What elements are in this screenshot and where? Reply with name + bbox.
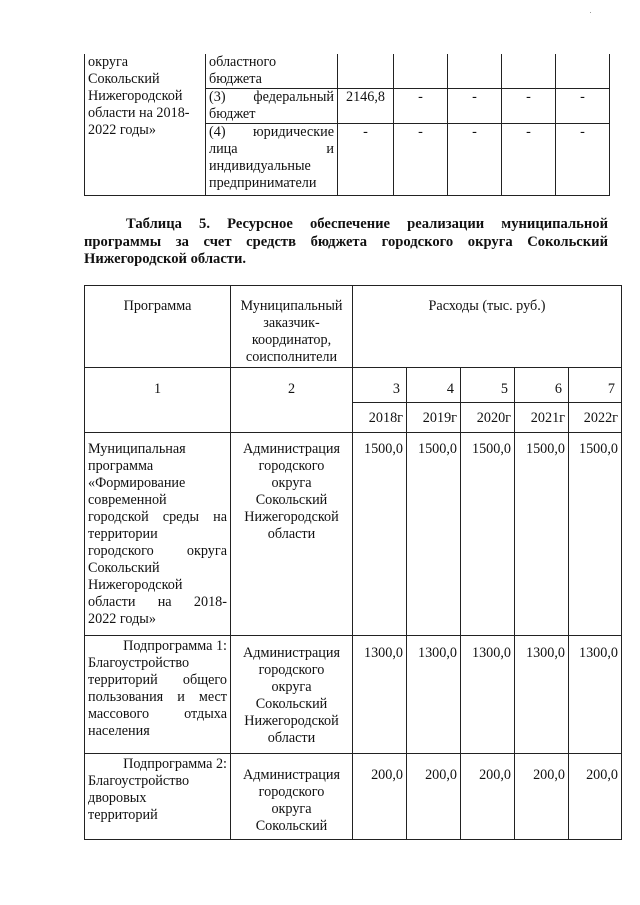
- value-cell: -: [338, 124, 394, 196]
- text-line: населения: [88, 723, 150, 739]
- header-program: Программа: [85, 286, 231, 368]
- text-line: городской среды на: [88, 509, 227, 525]
- text-line: Нижегородской: [88, 88, 183, 104]
- text-line: областного: [209, 54, 277, 70]
- text-line: современной: [88, 492, 167, 508]
- year-2022: 2022г: [569, 403, 622, 433]
- table-5: [84, 285, 622, 840]
- value-cell: 200,0: [569, 754, 622, 840]
- text-line: 2022 годы»: [88, 122, 156, 138]
- year-2021: 2021г: [515, 403, 569, 433]
- value-cell: 200,0: [407, 754, 461, 840]
- value-cell: 200,0: [461, 754, 515, 840]
- header-expenses: Расходы (тыс. руб.): [353, 286, 622, 368]
- text-line: Нижегородской: [88, 577, 183, 593]
- text-line: бюджет: [209, 106, 256, 122]
- value-cell: 1500,0: [407, 433, 461, 636]
- value-cell: -: [556, 89, 610, 124]
- value-cell: 1300,0: [515, 636, 569, 754]
- text-line: городского округа: [88, 543, 227, 559]
- table-row: [85, 754, 622, 840]
- table-4-continuation: [84, 54, 610, 196]
- text-line: Подпрограмма 1:: [123, 638, 227, 654]
- year-2020: 2020г: [461, 403, 515, 433]
- text-line: бюджета: [209, 71, 262, 87]
- value-cell: 1500,0: [515, 433, 569, 636]
- col-number-7: 7: [569, 368, 622, 403]
- column-number-row: [85, 368, 622, 403]
- text-line: (3) федеральный: [209, 89, 334, 105]
- text-line: Благоустройство: [88, 655, 190, 671]
- text-line: программа: [88, 458, 154, 474]
- text-line: (4) юридические: [209, 124, 334, 140]
- text-line: Подпрограмма 2:: [123, 756, 227, 772]
- value-cell: 200,0: [353, 754, 407, 840]
- customer-cell: [231, 636, 353, 754]
- program-cell: [85, 433, 231, 636]
- table-5-title: [84, 216, 608, 269]
- text-line: округа: [271, 679, 312, 695]
- year-2018: 2018г: [353, 403, 407, 433]
- value-cell: -: [448, 89, 502, 124]
- value-cell: 1300,0: [353, 636, 407, 754]
- table-row: [85, 54, 610, 89]
- value-cell: -: [394, 89, 448, 124]
- table-row: [85, 636, 622, 754]
- table-header-row: [85, 286, 622, 368]
- program-cell: [85, 636, 231, 754]
- text-line: пользования и мест: [88, 689, 227, 705]
- text-line: Сокольский: [255, 696, 328, 712]
- col-number-5: 5: [461, 368, 515, 403]
- text-line: территорий: [88, 807, 158, 823]
- text-line: заказчик-: [263, 315, 320, 331]
- text-line: округа: [271, 475, 312, 491]
- customer-cell: [231, 754, 353, 840]
- text-line: лица и: [209, 141, 334, 157]
- header-customer: [231, 286, 353, 368]
- text-line: Муниципальная: [88, 441, 186, 457]
- text-line: Администрация: [243, 645, 340, 661]
- program-cell: [85, 54, 206, 196]
- year-2019: 2019г: [407, 403, 461, 433]
- text-line: Муниципальный: [240, 298, 343, 314]
- col-number-1: 1: [85, 368, 231, 433]
- col-number-3: 3: [353, 368, 407, 403]
- customer-cell: [231, 433, 353, 636]
- value-cell: -: [556, 124, 610, 196]
- table-5-title-text: Таблица 5. Ресурсное обеспечение реализации муниципальной программы за счет средств бюджета городского округа Сокольский Нижегородской области.: [84, 216, 608, 267]
- value-cell: [556, 54, 610, 89]
- col-number-4: 4: [407, 368, 461, 403]
- text-line: городского: [258, 662, 325, 678]
- value-cell: 1300,0: [569, 636, 622, 754]
- text-line: «Формирование: [88, 475, 186, 491]
- text-line: Сокольский: [88, 71, 160, 87]
- value-cell: 2146,8: [338, 89, 394, 124]
- text-line: округа: [88, 54, 129, 70]
- text-line: индивидуальные: [209, 158, 311, 174]
- table-row: [85, 433, 622, 636]
- text-line: территории: [88, 526, 158, 542]
- value-cell: [394, 54, 448, 89]
- text-line: координатор,: [251, 332, 332, 348]
- funding-source-cell: [206, 54, 338, 89]
- value-cell: 1500,0: [569, 433, 622, 636]
- value-cell: 200,0: [515, 754, 569, 840]
- value-cell: -: [502, 124, 556, 196]
- funding-source-cell: [206, 89, 338, 124]
- text-line: области: [267, 526, 316, 542]
- col-number-2: 2: [231, 368, 353, 433]
- value-cell: 1500,0: [353, 433, 407, 636]
- text-line: Сокольский: [255, 492, 328, 508]
- scan-speck: [590, 12, 591, 13]
- text-line: области на 2018-: [88, 105, 190, 121]
- value-cell: 1500,0: [461, 433, 515, 636]
- value-cell: -: [502, 89, 556, 124]
- col-number-6: 6: [515, 368, 569, 403]
- value-cell: [448, 54, 502, 89]
- text-line: области на 2018-: [88, 594, 227, 610]
- text-line: Нижегородской: [244, 509, 339, 525]
- text-line: Администрация: [243, 767, 340, 783]
- text-line: городского: [258, 784, 325, 800]
- program-cell: [85, 754, 231, 840]
- text-line: Сокольский: [88, 560, 160, 576]
- text-line: Сокольский: [255, 818, 328, 834]
- text-line: округа: [271, 801, 312, 817]
- text-line: Благоустройство: [88, 773, 190, 789]
- text-line: 2022 годы»: [88, 611, 156, 627]
- text-line: соисполнители: [245, 349, 338, 365]
- text-line: области: [267, 730, 316, 746]
- value-cell: [502, 54, 556, 89]
- text-line: дворовых: [88, 790, 147, 806]
- funding-source-cell: [206, 124, 338, 196]
- text-line: Нижегородской: [244, 713, 339, 729]
- text-line: массового отдыха: [88, 706, 227, 722]
- text-line: территорий общего: [88, 672, 227, 688]
- value-cell: 1300,0: [407, 636, 461, 754]
- value-cell: [338, 54, 394, 89]
- text-line: предприниматели: [209, 175, 317, 191]
- value-cell: 1300,0: [461, 636, 515, 754]
- value-cell: -: [448, 124, 502, 196]
- text-line: Администрация: [243, 441, 340, 457]
- value-cell: -: [394, 124, 448, 196]
- text-line: городского: [258, 458, 325, 474]
